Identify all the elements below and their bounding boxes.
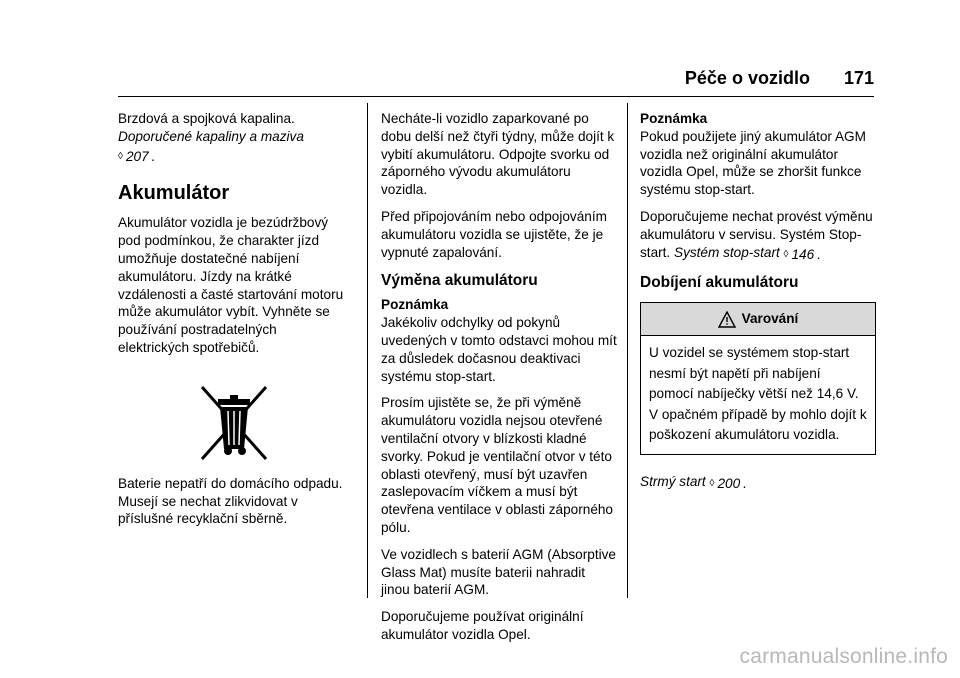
col2-para4: Ve vozidlech s baterií AGM (Absorptive Glass Mat) musíte baterii nahradit jinou baterií AGM. bbox=[381, 546, 616, 598]
warning-text: U vozidel se systémem stop-start nesmí být napětí při nabíjení pomocí nabíječky větší než 14,6 V. V opačném případě by mohlo dojít k poškození akumulátoru vozidla. bbox=[649, 345, 867, 443]
heading-dobijeni: Dobíjení akumulátoru bbox=[640, 274, 799, 292]
intro-link[interactable]: Doporučené kapaliny a maziva bbox=[118, 128, 304, 144]
note-title: Poznámka bbox=[381, 297, 449, 313]
header bbox=[685, 70, 874, 88]
header-rule bbox=[118, 96, 874, 97]
intro-ref[interactable]: ◊ 207 . bbox=[118, 148, 156, 164]
page-number: 171 bbox=[843, 68, 874, 88]
jump-start-ref-group: ◊ 200 . bbox=[709, 475, 747, 491]
warning-box bbox=[640, 302, 876, 455]
col3-para1-text: Doporučujeme nechat provést výměnu akumulátoru v servisu. Systém Stop-start. bbox=[640, 208, 873, 260]
column-divider-right bbox=[627, 103, 628, 598]
stop-start-link[interactable]: Systém stop-start bbox=[674, 244, 780, 260]
heading-akumulator: Akumulátor bbox=[118, 182, 230, 205]
page-ref-icon: ◊ bbox=[783, 248, 789, 260]
warning-icon bbox=[718, 311, 736, 328]
jump-start-ref-page: 200 bbox=[717, 475, 741, 491]
col2-para1: Necháte-li vozidlo zaparkované po dobu delší než čtyři týdny, může dojít k vybití akumulátoru. Odpojte svorku od záporného vývodu akumulátoru vozidla. bbox=[381, 111, 615, 198]
crossed-out-wheelie-bin-icon bbox=[198, 383, 270, 465]
col3-para1 bbox=[640, 208, 876, 263]
column-2 bbox=[381, 110, 617, 653]
col2-para2: Před připojováním nebo odpojováním akumulátoru vozidla se ujistěte, že je vypnuté zapalování. bbox=[381, 208, 607, 260]
watermark: carmanualsonline.info bbox=[739, 645, 948, 668]
warning-title: Varování bbox=[741, 311, 799, 327]
column-3 bbox=[640, 110, 876, 502]
stop-start-ref[interactable]: ◊ 146 . bbox=[783, 246, 821, 262]
jump-start-ref[interactable] bbox=[640, 473, 876, 493]
col1-para1: Akumulátor vozidla je bezúdržbový pod podmínkou, že charakter jízd umožňuje dostatečné nabíjení akumulátoru. Jízdy na krátké vzdálenosti a časté startování motoru může akumulátor vybít. Vyhněte se používání postradatelných elektrických spotřebičů. bbox=[118, 215, 344, 355]
intro-ref-page: 207 bbox=[125, 148, 149, 164]
col3-note-text: Pokud použijete jiný akumulátor AGM vozidla než originální akumulátor vozidla Opel, může se zhoršit funkce systému stop-start. bbox=[640, 128, 866, 198]
intro-paragraph bbox=[118, 110, 350, 165]
page-ref-icon: ◊ bbox=[118, 150, 123, 162]
jump-start-link[interactable]: Strmý start bbox=[640, 473, 706, 489]
intro-text: Brzdová a spojková kapalina. bbox=[118, 111, 295, 126]
section-title: Péče o vozidlo bbox=[684, 68, 810, 88]
col1-para2: Baterie nepatří do domácího odpadu. Musejí se nechat zlikvidovat v příslušné recyklační sběrně. bbox=[118, 475, 343, 527]
col2-para3: Prosím ujistěte se, že při výměně akumulátoru vozidla nejsou otevřené ventilační otvory v blízkosti kladné svorky. Pokud je ventilační otvor v této oblasti otevřený, musí být uzavřen zaslepovacím víčkem a musí být otevřena ventilace v oblasti záporného pólu. bbox=[381, 395, 613, 535]
warning-header bbox=[641, 303, 875, 336]
heading-vymena: Výměna akumulátoru bbox=[381, 272, 538, 290]
page-ref-icon: ◊ bbox=[709, 477, 715, 489]
column-1 bbox=[118, 110, 350, 537]
column-divider-left bbox=[367, 103, 368, 598]
col2-para5: Doporučujeme používat originální akumulátor vozidla Opel. bbox=[381, 609, 584, 642]
col2-note-text: Jakékoliv odchylky od pokynů uvedených v tomto odstavci mohou mít za důsledek dočasnou deaktivaci systému stop-start. bbox=[381, 315, 617, 384]
stop-start-ref-page: 146 bbox=[791, 246, 815, 262]
note-title: Poznámka bbox=[640, 111, 708, 126]
